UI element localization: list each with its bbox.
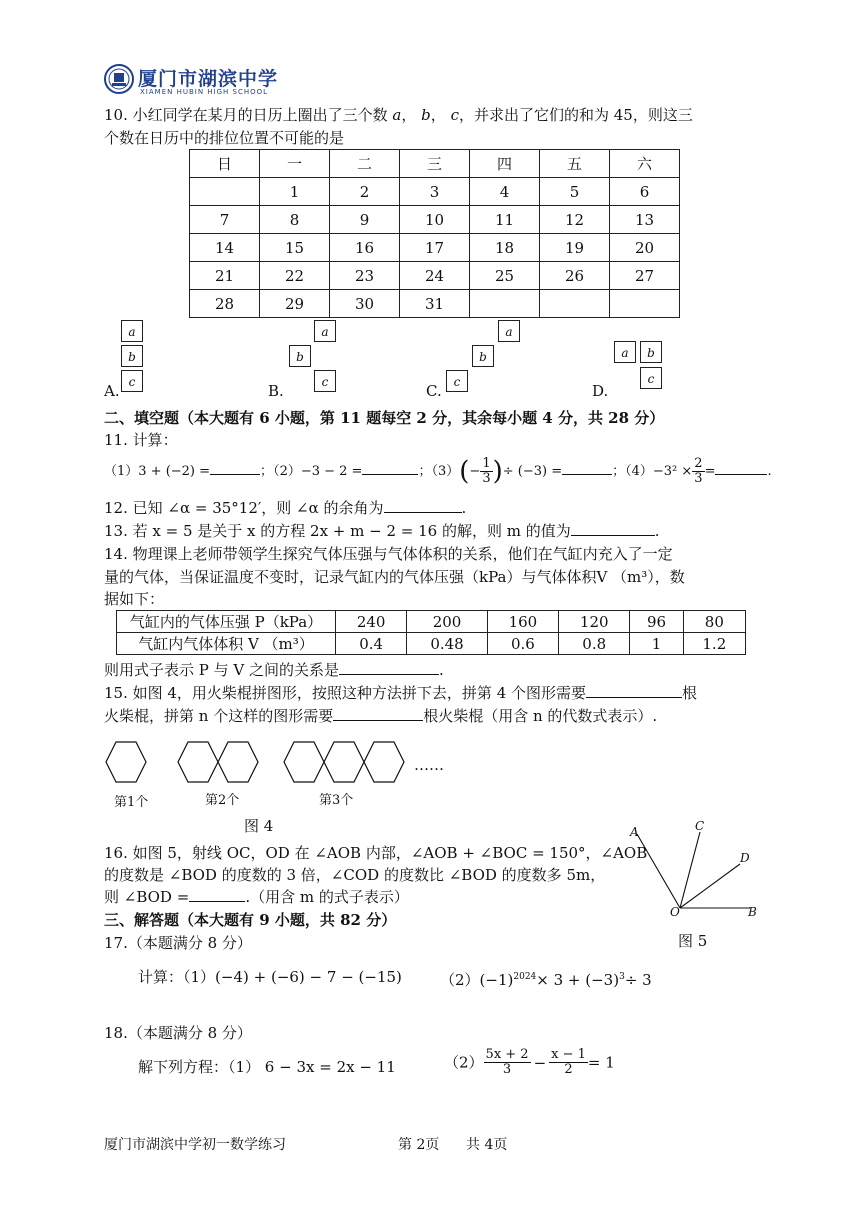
- table-row: [190, 206, 680, 234]
- sep: ，: [401, 106, 417, 124]
- q11-part4-post: =: [704, 464, 716, 479]
- q17-part2-post: ÷ 3: [624, 971, 652, 989]
- q15-text: 15. 如图 4，用火柴棍拼图形，按照这种方法拼下去，拼第 4 个图形需要: [104, 684, 587, 702]
- calendar-cell: 15: [260, 234, 330, 262]
- calendar-header: 二: [330, 150, 400, 178]
- q10-text-end: ，并求出了它们的和为 45，则这三: [458, 106, 693, 124]
- q15-line1: [104, 682, 697, 704]
- fraction: [484, 1048, 531, 1077]
- q10-line1: [104, 104, 693, 126]
- fraction: [549, 1048, 588, 1077]
- table-row: [190, 262, 680, 290]
- calendar-cell: 31: [400, 290, 470, 318]
- q13-text: 13. 若 x = 5 是关于 x 的方程 2x + m − 2 = 16 的解，则 m 的值为: [104, 522, 571, 540]
- calendar-cell: 7: [190, 206, 260, 234]
- q16-line3: [104, 886, 409, 908]
- table-row: [190, 150, 680, 178]
- hexagon-shape: [218, 742, 258, 782]
- q11-part1: （1）3 + (−2) =: [104, 464, 211, 479]
- fraction: [692, 457, 704, 486]
- ellipsis: ……: [414, 756, 444, 774]
- fraction-num: 5x + 2: [485, 1047, 529, 1062]
- option-d-box-c: c: [640, 367, 662, 389]
- minus-sign: −: [533, 1053, 547, 1072]
- school-name-en: XIAMEN HUBIN HIGH SCHOOL: [140, 88, 269, 96]
- calendar-header: 五: [540, 150, 610, 178]
- option-d-box-b: b: [640, 341, 662, 363]
- q18-part2-post: = 1: [587, 1053, 615, 1072]
- calendar-cell: [190, 178, 260, 206]
- minus-sign: −: [469, 464, 481, 479]
- calendar-header: 四: [470, 150, 540, 178]
- calendar-cell: [610, 290, 680, 318]
- option-d-label: D.: [592, 382, 609, 400]
- hexagon-shape: [178, 742, 218, 782]
- q10-text: 10. 小红同学在某月的日历上圈出了三个数: [104, 106, 388, 124]
- table-cell: 0.48: [407, 633, 487, 655]
- answer-blank[interactable]: [333, 705, 423, 721]
- fraction-num: x − 1: [551, 1047, 586, 1062]
- table-cell: 1: [630, 633, 683, 655]
- table-cell: 160: [487, 611, 558, 633]
- var-a: a: [392, 106, 402, 124]
- calendar-cell: 29: [260, 290, 330, 318]
- option-b-label: B.: [268, 382, 284, 400]
- answer-blank[interactable]: [586, 682, 682, 698]
- q18-part2-text: （2）: [444, 1053, 484, 1072]
- option-a-label: A.: [104, 382, 120, 400]
- calendar-cell: 10: [400, 206, 470, 234]
- calendar-cell: 2: [330, 178, 400, 206]
- sep: ；: [260, 464, 274, 479]
- table-cell: 120: [559, 611, 630, 633]
- answer-blank[interactable]: [562, 459, 612, 475]
- table-cell: 96: [630, 611, 683, 633]
- point-label-c: C: [695, 819, 705, 833]
- fig4-caption: 图 4: [244, 817, 274, 835]
- calendar-cell: 4: [470, 178, 540, 206]
- calendar-cell: 24: [400, 262, 470, 290]
- table-row: [190, 290, 680, 318]
- calendar-cell: 20: [610, 234, 680, 262]
- table-cell: 1.2: [683, 633, 745, 655]
- calendar-cell: 27: [610, 262, 680, 290]
- fraction-num: 1: [482, 456, 491, 471]
- paren-left: (: [459, 456, 470, 487]
- q11-parts: [104, 457, 772, 486]
- q16-line1: 16. 如图 5，射线 OC，OD 在 ∠AOB 内部，∠AOB + ∠BOC = 150°，∠AOB: [104, 844, 648, 862]
- q14-line2: 量的气体，当保证温度不变时，记录气缸内的气体压强（kPa）与气体体积V （m³），数: [104, 568, 685, 586]
- q11-part3: （3）: [431, 464, 460, 479]
- q14-line3: 据如下：: [104, 590, 165, 608]
- q15-text-end: 根: [682, 684, 698, 702]
- table-cell: 80: [683, 611, 745, 633]
- calendar-cell: [540, 290, 610, 318]
- ray-oc: [680, 832, 700, 908]
- var-b: b: [421, 106, 431, 124]
- q17-part2-mid: × 3 + (−3): [536, 971, 620, 989]
- calendar-cell: [470, 290, 540, 318]
- q18-part2: [444, 1048, 615, 1077]
- calendar-cell: 5: [540, 178, 610, 206]
- section3-title: 三、解答题（本大题有 9 小题，共 82 分）: [104, 911, 397, 929]
- option-c-box-a: a: [498, 320, 520, 342]
- fig5-caption: 图 5: [678, 932, 708, 950]
- calendar-header: 日: [190, 150, 260, 178]
- table-cell: 0.4: [336, 633, 407, 655]
- q14-text: 则用式子表示 P 与 V 之间的关系是: [104, 661, 339, 679]
- calendar-cell: 21: [190, 262, 260, 290]
- school-name: 厦门市湖滨中学: [138, 68, 279, 90]
- answer-blank[interactable]: [339, 659, 439, 675]
- fraction-den: 3: [694, 471, 703, 486]
- footer-total: 共 4页: [466, 1137, 508, 1153]
- answer-blank[interactable]: [210, 459, 260, 475]
- table-row: [190, 178, 680, 206]
- q17-part2: [440, 966, 652, 991]
- option-b-box-a: a: [314, 320, 336, 342]
- answer-blank[interactable]: [362, 459, 418, 475]
- ray-od: [680, 864, 740, 908]
- q12-text: 12. 已知 ∠α = 35°12′，则 ∠α 的余角为: [104, 499, 384, 517]
- calendar-header: 三: [400, 150, 470, 178]
- calendar-header: 一: [260, 150, 330, 178]
- option-a-box-b: b: [121, 345, 143, 367]
- q15-text-end: 根火柴棍（用含 n 的代数式表示）.: [423, 707, 658, 725]
- q15-line2: [104, 705, 657, 727]
- calendar-cell: 23: [330, 262, 400, 290]
- table-cell: 0.8: [559, 633, 630, 655]
- q18-label: 18.（本题满分 8 分）: [104, 1024, 252, 1042]
- point-label-o: O: [670, 905, 680, 919]
- q11-label: 11. 计算：: [104, 431, 178, 449]
- option-b-box-b: b: [289, 345, 311, 367]
- option-b-box-c: c: [314, 370, 336, 392]
- paren-right: ): [492, 456, 503, 487]
- fraction-den: 3: [502, 1062, 512, 1077]
- fig-caption-2: 第2个: [205, 793, 240, 808]
- matchstick-hexagon-figure: [102, 740, 432, 790]
- fraction-den: 3: [482, 471, 491, 486]
- calendar-cell: 14: [190, 234, 260, 262]
- calendar-cell: 28: [190, 290, 260, 318]
- sep: ；: [418, 464, 432, 479]
- table-cell: 200: [407, 611, 487, 633]
- period: .: [654, 522, 660, 540]
- calendar-cell: 19: [540, 234, 610, 262]
- point-label-d: D: [740, 851, 750, 865]
- fig-caption-3: 第3个: [319, 793, 354, 808]
- q11-part2: （2）−3 − 2 =: [273, 464, 363, 479]
- calendar-cell: 13: [610, 206, 680, 234]
- sep: ；: [612, 464, 626, 479]
- q14-line1: 14. 物理课上老师带领学生探究气体压强与气体体积的关系，他们在气缸内充入了一定: [104, 545, 673, 563]
- calendar-cell: 18: [470, 234, 540, 262]
- exponent: 2024: [513, 972, 537, 982]
- period: .: [439, 661, 444, 679]
- option-c-box-b: b: [472, 345, 494, 367]
- calendar-cell: 8: [260, 206, 330, 234]
- sep: ，: [430, 106, 446, 124]
- fig-caption-1: 第1个: [114, 795, 149, 810]
- q13: [104, 520, 660, 542]
- table-row-label: 气缸内气体体积 V （m³）: [117, 633, 336, 655]
- q17-part1: 计算：（1）(−4) + (−6) − 7 − (−15): [138, 968, 402, 986]
- q16-text: 则 ∠BOD =: [104, 888, 190, 906]
- fraction: [480, 457, 492, 486]
- period: .: [461, 499, 467, 517]
- option-a-box-a: a: [121, 320, 143, 342]
- point-label-a: A: [630, 825, 639, 839]
- hexagon-shape: [284, 742, 324, 782]
- var-c: c: [450, 106, 459, 124]
- calendar-cell: 26: [540, 262, 610, 290]
- table-row: [117, 611, 746, 633]
- calendar-cell: 9: [330, 206, 400, 234]
- answer-blank[interactable]: [384, 497, 462, 513]
- option-a-box-c: c: [121, 370, 143, 392]
- q16-text-end: .（用含 m 的式子表示）: [245, 888, 409, 906]
- calendar-cell: 30: [330, 290, 400, 318]
- pressure-volume-table: [116, 610, 746, 655]
- hexagon-shape: [364, 742, 404, 782]
- section2-title: 二、填空题（本大题有 6 小题，第 11 题每空 2 分，其余每小题 4 分，共 28 分）: [104, 409, 665, 427]
- calendar-cell: 22: [260, 262, 330, 290]
- calendar-cell: 12: [540, 206, 610, 234]
- q15-text: 火柴棍，拼第 n 个这样的图形需要: [104, 707, 334, 725]
- hexagon-shape: [106, 742, 146, 782]
- table-row: [117, 633, 746, 655]
- q17-part2-text: （2）(−1): [440, 971, 514, 989]
- footer-page: 第 2页: [398, 1137, 440, 1153]
- angle-figure: [622, 818, 762, 928]
- school-logo: [104, 64, 134, 94]
- q16-line2: 的度数是 ∠BOD 的度数的 3 倍，∠COD 的度数比 ∠BOD 的度数多 5m，: [104, 866, 606, 884]
- q18-part1: 解下列方程：（1） 6 − 3x = 2x − 11: [138, 1058, 396, 1076]
- calendar-cell: 1: [260, 178, 330, 206]
- table-row-label: 气缸内的气体压强 P（kPa）: [117, 611, 336, 633]
- answer-blank[interactable]: [571, 520, 655, 536]
- period: .: [767, 464, 772, 479]
- q11-part4: （4）−3² ×: [625, 464, 693, 479]
- calendar-cell: 11: [470, 206, 540, 234]
- fraction-den: 2: [564, 1062, 573, 1077]
- table-cell: 0.6: [487, 633, 558, 655]
- hexagon-shape: [324, 742, 364, 782]
- q10-line2: 个数在日历中的排位位置不可能的是: [104, 129, 345, 147]
- option-d-box-a: a: [614, 341, 636, 363]
- calendar-header: 六: [610, 150, 680, 178]
- calendar-cell: 6: [610, 178, 680, 206]
- answer-blank[interactable]: [715, 459, 767, 475]
- q11-part3-post: ÷ (−3) =: [502, 464, 563, 479]
- table-cell: 240: [336, 611, 407, 633]
- exponent: 3: [619, 972, 625, 982]
- calendar-cell: 25: [470, 262, 540, 290]
- calendar-cell: 3: [400, 178, 470, 206]
- option-c-box-c: c: [446, 370, 468, 392]
- q17-label: 17.（本题满分 8 分）: [104, 934, 252, 952]
- point-label-b: B: [748, 905, 757, 919]
- footer-left: 厦门市湖滨中学初一数学练习: [104, 1137, 286, 1153]
- calendar-cell: 17: [400, 234, 470, 262]
- school-emblem-icon: [104, 64, 134, 94]
- fraction-num: 2: [694, 456, 703, 471]
- calendar-table: [189, 149, 680, 318]
- calendar-cell: 16: [330, 234, 400, 262]
- answer-blank[interactable]: [189, 886, 245, 902]
- table-row: [190, 234, 680, 262]
- option-c-label: C.: [426, 382, 442, 400]
- q14-line4: [104, 659, 444, 681]
- q12: [104, 497, 466, 519]
